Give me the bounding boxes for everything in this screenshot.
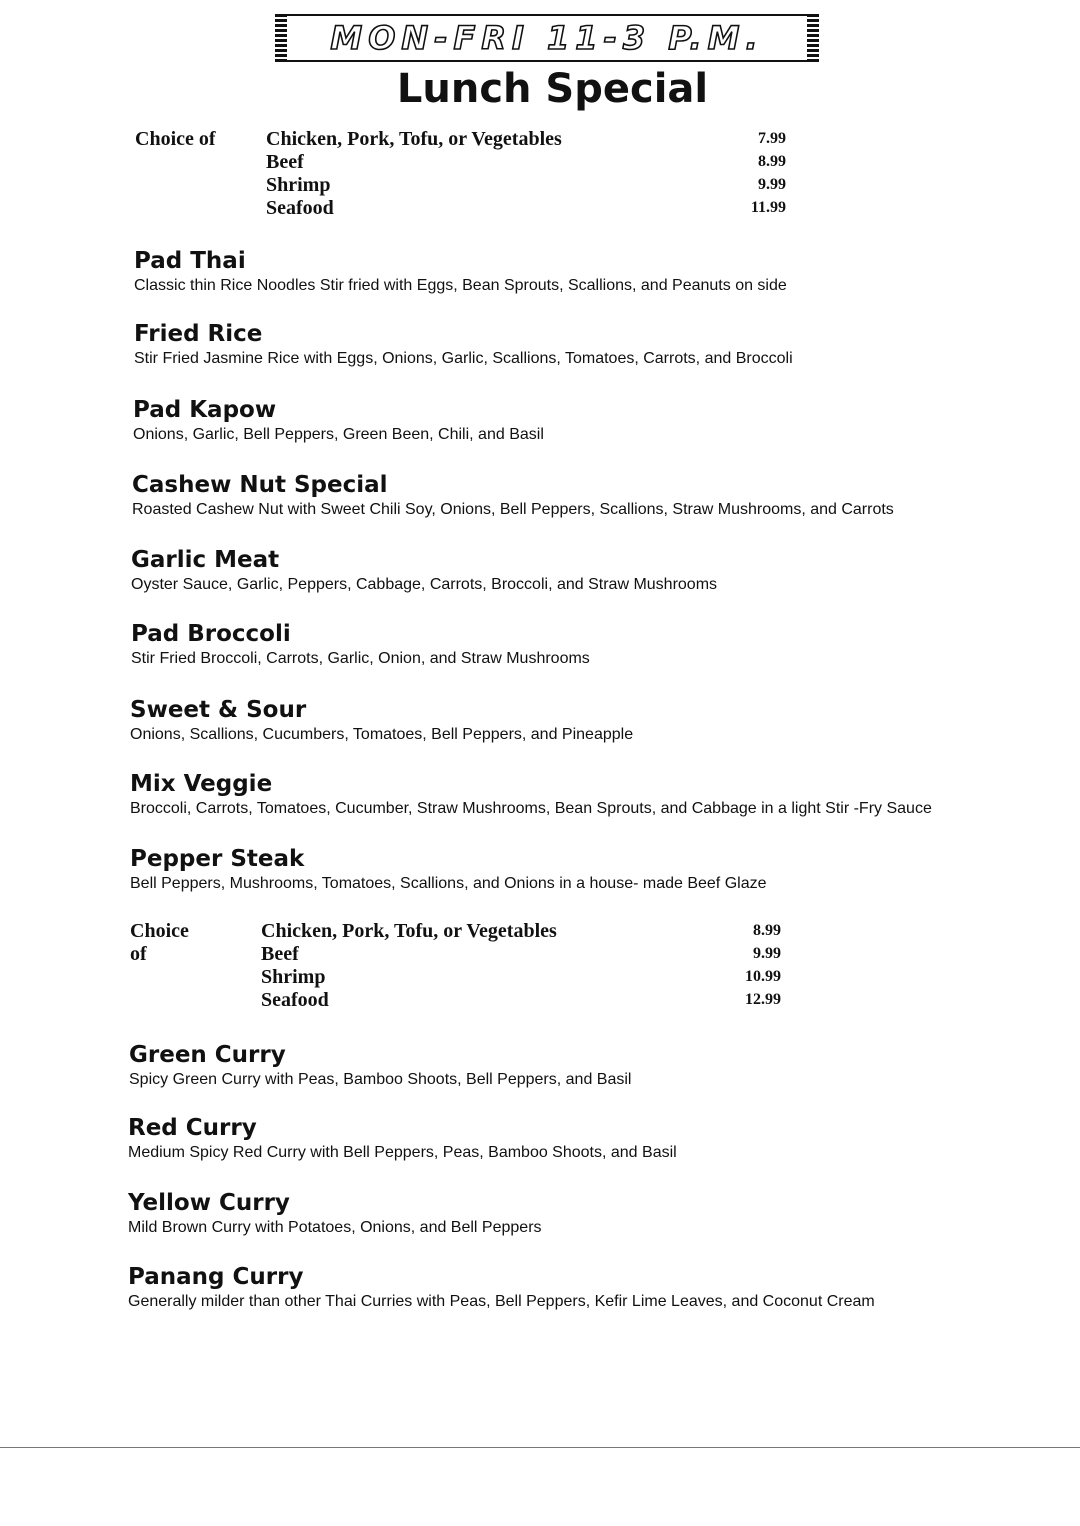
price-row [261,989,781,1012]
menu-item [130,845,766,894]
item-name: Pad Thai [134,248,246,274]
menu-item [134,320,793,369]
item-description: Stir Fried Jasmine Rice with Eggs, Onions, Garlic, Scallions, Tomatoes, Carrots, and Broccoli [134,350,793,367]
menu-item [133,396,544,445]
protein-option: Chicken, Pork, Tofu, or Vegetables [266,128,562,150]
option-price: 9.99 [753,945,781,962]
choice-label: Choice of [130,920,189,965]
option-price: 9.99 [758,176,786,193]
item-description: Onions, Scallions, Cucumbers, Tomatoes, Bell Peppers, and Pineapple [130,726,634,743]
item-name: Fried Rice [134,321,263,347]
menu-item [128,1114,677,1163]
protein-option: Chicken, Pork, Tofu, or Vegetables [261,920,557,942]
price-row [266,174,786,197]
item-description: Stir Fried Broccoli, Carrots, Garlic, Onion, and Straw Mushrooms [131,650,590,667]
menu-item [131,546,717,595]
price-row [266,151,786,174]
menu-item [129,1041,631,1090]
price-row [261,943,781,966]
item-name: Yellow Curry [128,1190,290,1216]
menu-item [134,247,787,296]
item-name: Sweet & Sour [130,697,307,723]
protein-option: Beef [266,151,304,173]
option-price: 8.99 [758,153,786,170]
protein-option: Seafood [261,989,329,1011]
price-row [266,197,786,220]
choice-label: Choice of [135,128,216,150]
menu-item [131,620,590,669]
page-bottom-rule [0,1447,1080,1448]
price-row [261,920,781,943]
menu-item [132,471,894,520]
hours-banner [275,14,819,62]
banner-left-ornament [275,14,287,62]
protein-option: Shrimp [261,966,326,988]
item-name: Pad Broccoli [131,621,291,647]
protein-option: Seafood [266,197,334,219]
item-name: Garlic Meat [131,547,280,573]
item-name: Mix Veggie [130,771,273,797]
option-price: 10.99 [745,968,781,985]
item-description: Oyster Sauce, Garlic, Peppers, Cabbage, Carrots, Broccoli, and Straw Mushrooms [131,576,718,593]
protein-option: Beef [261,943,299,965]
hours-text: MON-FRI 11-3 P.M. [330,19,764,57]
item-name: Cashew Nut Special [132,472,388,498]
price-row [266,128,786,151]
price-row [261,966,781,989]
item-description: Bell Peppers, Mushrooms, Tomatoes, Scallions, and Onions in a house- made Beef Glaze [130,875,767,892]
price-options-1 [135,128,786,228]
option-price: 8.99 [753,922,781,939]
item-description: Generally milder than other Thai Curries with Peas, Bell Peppers, Kefir Lime Leaves, and Coconut Cream [128,1293,875,1310]
item-name: Red Curry [128,1115,257,1141]
item-description: Spicy Green Curry with Peas, Bamboo Shoots, Bell Peppers, and Basil [129,1071,632,1088]
page-title: Lunch Special [396,66,709,112]
item-description: Mild Brown Curry with Potatoes, Onions, and Bell Peppers [128,1219,542,1236]
banner-right-ornament [807,14,819,62]
menu-item [130,696,633,745]
option-price: 12.99 [745,991,781,1008]
item-description: Medium Spicy Red Curry with Bell Peppers, Peas, Bamboo Shoots, and Basil [128,1144,677,1161]
item-name: Pepper Steak [130,846,305,872]
menu-item [128,1263,875,1312]
menu-item [130,770,932,819]
protein-option: Shrimp [266,174,331,196]
item-name: Pad Kapow [133,397,277,423]
item-description: Classic thin Rice Noodles Stir fried with Eggs, Bean Sprouts, Scallions, and Peanuts on side [134,277,787,294]
item-description: Broccoli, Carrots, Tomatoes, Cucumber, Straw Mushrooms, Bean Sprouts, and Cabbage in a light Stir -Fry Sauce [130,800,932,817]
item-name: Panang Curry [128,1264,304,1290]
item-description: Roasted Cashew Nut with Sweet Chili Soy, Onions, Bell Peppers, Scallions, Straw Mushrooms, and Carrots [132,501,894,518]
option-price: 11.99 [750,199,786,216]
option-price: 7.99 [758,130,786,147]
item-name: Green Curry [129,1042,286,1068]
item-description: Onions, Garlic, Bell Peppers, Green Been, Chili, and Basil [133,426,544,443]
menu-item [128,1189,542,1238]
